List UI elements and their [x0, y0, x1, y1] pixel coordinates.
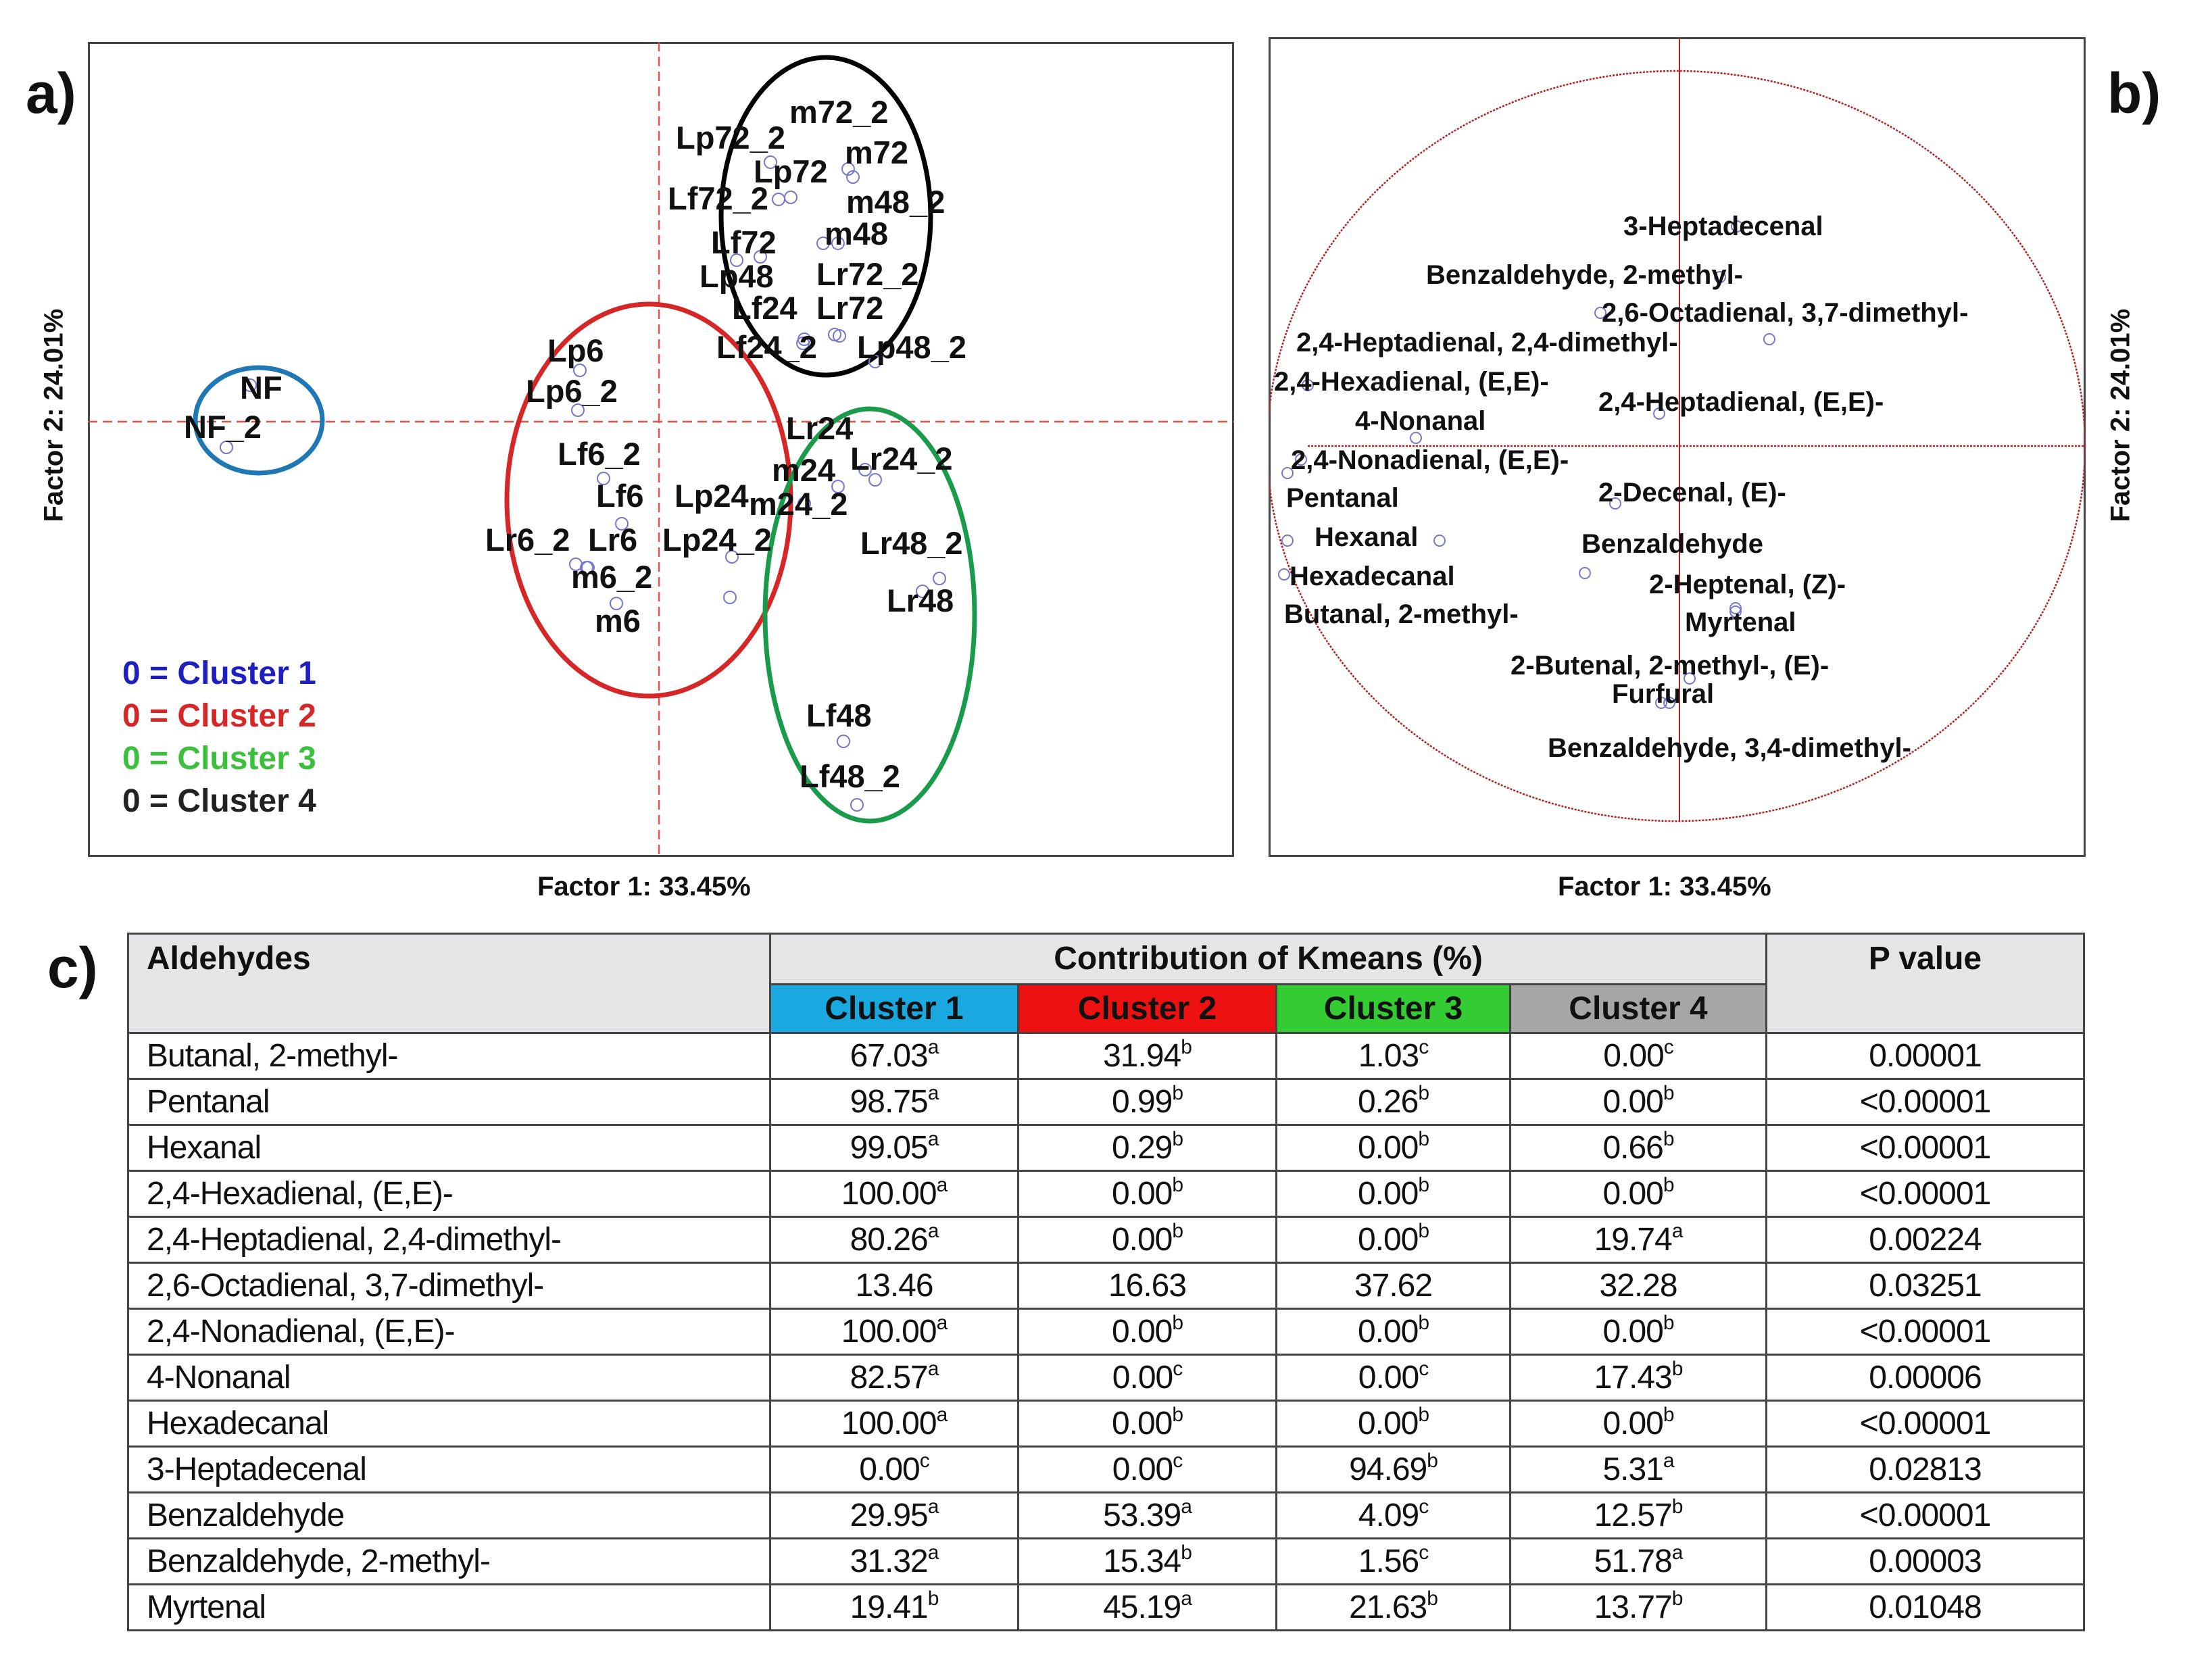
significance-letter: a	[927, 1358, 939, 1380]
cluster-2-value	[1018, 1539, 1277, 1585]
cluster-2-value	[1018, 1447, 1277, 1493]
value: 0.00	[1111, 1314, 1173, 1350]
cluster-3-value	[1277, 1585, 1511, 1631]
cluster-1-value	[770, 1585, 1018, 1631]
cluster-4-value	[1511, 1309, 1767, 1355]
loading-variable-label: 2,4-Heptadienal, 2,4-dimethyl-	[1296, 328, 1678, 357]
value: 19.74	[1594, 1222, 1672, 1258]
score-point-label: m72_2	[789, 94, 889, 130]
value: 0.00	[1357, 1130, 1419, 1166]
score-point-label: Lp72	[754, 153, 828, 189]
table-row	[128, 1171, 2084, 1217]
cluster-4-value	[1511, 1033, 1767, 1079]
header-p-value: P value	[1767, 934, 2084, 1033]
cluster-4-value	[1511, 1401, 1767, 1447]
cluster-2-value	[1018, 1401, 1277, 1447]
value: 1.03	[1358, 1038, 1419, 1074]
value: 32.28	[1599, 1268, 1677, 1304]
significance-letter: a	[927, 1128, 939, 1150]
value: 0.00	[1602, 1314, 1663, 1350]
cluster-2-value	[1018, 1033, 1277, 1079]
cluster-3-value	[1277, 1079, 1511, 1125]
loading-variable-label: 3-Heptadecenal	[1623, 212, 1823, 241]
loading-variable-label: Benzaldehyde, 3,4-dimethyl-	[1548, 733, 1911, 763]
panel-a-label: a)	[26, 61, 76, 125]
score-point	[837, 735, 850, 747]
score-point-label: Lr48_2	[860, 525, 963, 561]
aldehyde-name: 2,4-Hexadienal, (E,E)-	[128, 1171, 770, 1217]
score-point-label: Lf24	[732, 290, 797, 326]
header-cluster-1: Cluster 1	[770, 985, 1018, 1033]
p-value: 0.00006	[1767, 1355, 2084, 1401]
table-row	[128, 1355, 2084, 1401]
score-point	[851, 799, 863, 811]
score-point-label: Lr24	[786, 410, 854, 446]
aldehyde-name: Hexanal	[128, 1125, 770, 1171]
cluster-2-value	[1018, 1263, 1277, 1309]
panel-c-label: c)	[47, 936, 98, 999]
significance-letter: b	[1172, 1220, 1183, 1242]
value: 0.00	[1357, 1406, 1419, 1441]
table-row	[128, 1309, 2084, 1355]
value: 13.46	[855, 1268, 933, 1304]
score-point-label: Lf6_2	[558, 436, 641, 472]
significance-letter: b	[1181, 1036, 1192, 1058]
significance-letter: b	[1663, 1174, 1674, 1196]
table-row	[128, 1447, 2084, 1493]
loading-point	[1282, 535, 1293, 546]
score-point-label: Lf48_2	[800, 758, 900, 794]
value: 5.31	[1602, 1452, 1663, 1487]
loading-plot-frame	[1269, 37, 2086, 857]
cluster-1-value	[770, 1401, 1018, 1447]
significance-letter: c	[1419, 1358, 1429, 1380]
p-value: 0.02813	[1767, 1447, 2084, 1493]
p-value: 0.00003	[1767, 1539, 2084, 1585]
significance-letter: b	[1172, 1404, 1183, 1426]
value: 0.66	[1602, 1130, 1663, 1166]
loading-variable-label: Benzaldehyde	[1581, 529, 1763, 559]
score-point-label: m72	[845, 134, 909, 170]
value: 16.63	[1108, 1268, 1187, 1304]
score-point-label: Lp6	[547, 332, 604, 368]
score-point-label: Lr48	[887, 583, 954, 618]
significance-letter: b	[1663, 1082, 1674, 1104]
significance-letter: a	[1663, 1450, 1674, 1472]
value: 0.00	[859, 1452, 920, 1487]
table-row	[128, 1401, 2084, 1447]
p-value: 0.00001	[1767, 1033, 2084, 1079]
cluster-1-value	[770, 1033, 1018, 1079]
score-point-label: Lp72_2	[676, 120, 785, 155]
value: 0.00	[1602, 1176, 1663, 1212]
legend-cluster-2: 0 = Cluster 2	[122, 698, 316, 734]
loading-variable-label: Hexadecanal	[1290, 562, 1455, 591]
aldehyde-name: 3-Heptadecenal	[128, 1447, 770, 1493]
cluster-3-value	[1277, 1309, 1511, 1355]
value: 80.26	[850, 1222, 928, 1258]
cluster-1-value	[770, 1171, 1018, 1217]
aldehyde-name: Benzaldehyde	[128, 1493, 770, 1539]
value: 37.62	[1354, 1268, 1433, 1304]
score-point-label: NF	[240, 370, 283, 405]
value: 1.56	[1358, 1543, 1419, 1579]
p-value: <0.00001	[1767, 1309, 2084, 1355]
cluster-2-value	[1018, 1309, 1277, 1355]
value: 0.00	[1357, 1176, 1419, 1212]
cluster-1-value	[770, 1263, 1018, 1309]
cluster-1-value	[770, 1217, 1018, 1263]
significance-letter: b	[1418, 1312, 1429, 1334]
score-point	[772, 193, 785, 205]
score-point-label: m6_2	[571, 559, 653, 595]
aldehyde-name: 2,6-Octadienal, 3,7-dimethyl-	[128, 1263, 770, 1309]
score-point-label: Lp48_2	[857, 329, 966, 365]
loading-point	[1279, 569, 1290, 580]
score-point-label: Lp24_2	[662, 522, 772, 558]
panel-b-label: b)	[2107, 61, 2161, 125]
significance-letter: c	[1173, 1450, 1183, 1472]
loading-variable-label: 2-Heptenal, (Z)-	[1649, 570, 1846, 599]
score-point-label: Lf72	[711, 224, 777, 260]
legend-cluster-4: 0 = Cluster 4	[122, 783, 316, 819]
value: 94.69	[1349, 1452, 1427, 1487]
p-value: 0.03251	[1767, 1263, 2084, 1309]
cluster-3-value	[1277, 1355, 1511, 1401]
significance-letter: c	[1419, 1496, 1429, 1518]
value: 51.78	[1594, 1543, 1672, 1579]
cluster-4-value	[1511, 1355, 1767, 1401]
score-point-label: m48	[825, 216, 889, 251]
p-value: <0.00001	[1767, 1401, 2084, 1447]
significance-letter: c	[1419, 1036, 1429, 1058]
value: 100.00	[841, 1406, 937, 1441]
value: 0.00	[1111, 1176, 1173, 1212]
cluster-1-value	[770, 1539, 1018, 1585]
cluster-3-value	[1277, 1217, 1511, 1263]
aldehyde-name: Benzaldehyde, 2-methyl-	[128, 1539, 770, 1585]
loading-variable-label: Butanal, 2-methyl-	[1284, 599, 1519, 629]
significance-letter: b	[1427, 1587, 1438, 1610]
cluster-2-value	[1018, 1355, 1277, 1401]
significance-letter: a	[1181, 1496, 1192, 1518]
score-plot-x-title: Factor 1: 33.45%	[537, 872, 751, 901]
significance-letter: a	[927, 1220, 939, 1242]
loading-variable-label: 2-Butenal, 2-methyl-, (E)-	[1511, 651, 1830, 681]
significance-letter: b	[1671, 1358, 1683, 1380]
kmeans-contribution-table	[127, 933, 2085, 1631]
value: 21.63	[1349, 1589, 1427, 1625]
score-point-label: Lp24	[674, 478, 749, 514]
score-point-label: Lr24_2	[850, 441, 953, 476]
score-plot-frame	[88, 42, 1234, 857]
cluster-3-value	[1277, 1493, 1511, 1539]
significance-letter: b	[1181, 1541, 1192, 1564]
value: 17.43	[1594, 1360, 1672, 1395]
cluster-2-value	[1018, 1585, 1277, 1631]
loading-variable-label: 2-Decenal, (E)-	[1598, 478, 1786, 508]
loading-point	[1434, 535, 1445, 546]
significance-letter: c	[1419, 1541, 1429, 1564]
p-value: 0.00224	[1767, 1217, 2084, 1263]
cluster-3-value	[1277, 1263, 1511, 1309]
score-plot-y-title: Factor 2: 24.01%	[39, 308, 69, 522]
cluster-4-value	[1511, 1263, 1767, 1309]
loading-point	[1764, 334, 1775, 345]
table-row	[128, 1263, 2084, 1309]
cluster-3-value	[1277, 1401, 1511, 1447]
score-plot-legend	[122, 652, 316, 822]
header-aldehydes: Aldehydes	[128, 934, 770, 1033]
significance-letter: b	[1663, 1312, 1674, 1334]
value: 0.00	[1357, 1314, 1419, 1350]
value: 67.03	[850, 1038, 928, 1074]
loading-variable-label: Benzaldehyde, 2-methyl-	[1426, 260, 1744, 290]
value: 100.00	[841, 1176, 937, 1212]
loading-plot-y-title: Factor 2: 24.01%	[2105, 308, 2136, 522]
significance-letter: b	[1172, 1174, 1183, 1196]
table-row	[128, 1585, 2084, 1631]
score-point-label: Lf48	[806, 697, 872, 733]
significance-letter: b	[1172, 1128, 1183, 1150]
table-row	[128, 1539, 2084, 1585]
p-value: <0.00001	[1767, 1079, 2084, 1125]
significance-letter: b	[1671, 1587, 1683, 1610]
aldehyde-name: Hexadecanal	[128, 1401, 770, 1447]
loading-variable-label: Hexanal	[1315, 522, 1419, 552]
score-point-label: Lp6_2	[526, 373, 618, 409]
cluster-4-value	[1511, 1585, 1767, 1631]
cluster-1-value	[770, 1493, 1018, 1539]
value: 99.05	[850, 1130, 928, 1166]
loading-variable-label: 4-Nonanal	[1355, 406, 1486, 436]
value: 0.29	[1111, 1130, 1173, 1166]
value: 0.00	[1358, 1360, 1419, 1395]
aldehyde-name: Myrtenal	[128, 1585, 770, 1631]
cluster-3-value	[1277, 1447, 1511, 1493]
value: 0.00	[1602, 1406, 1663, 1441]
significance-letter: b	[1663, 1404, 1674, 1426]
significance-letter: b	[1172, 1312, 1183, 1334]
value: 0.00	[1111, 1222, 1173, 1258]
cluster-2-value	[1018, 1217, 1277, 1263]
table-row	[128, 1079, 2084, 1125]
cluster-1-value	[770, 1125, 1018, 1171]
cluster-1-value	[770, 1309, 1018, 1355]
value: 100.00	[841, 1314, 937, 1350]
p-value: <0.00001	[1767, 1125, 2084, 1171]
significance-letter: a	[1181, 1587, 1192, 1610]
aldehyde-name: Butanal, 2-methyl-	[128, 1033, 770, 1079]
significance-letter: a	[936, 1404, 948, 1426]
score-point-label: Lp48	[699, 258, 774, 294]
aldehyde-name: 2,4-Heptadienal, 2,4-dimethyl-	[128, 1217, 770, 1263]
score-point-label: Lr72_2	[816, 256, 919, 292]
score-point-label: m24	[772, 452, 836, 488]
loading-variable-label: 2,6-Octadienal, 3,7-dimethyl-	[1602, 298, 1969, 328]
significance-letter: b	[1418, 1082, 1429, 1104]
significance-letter: c	[1173, 1358, 1183, 1380]
significance-letter: a	[1671, 1220, 1683, 1242]
significance-letter: b	[927, 1587, 939, 1610]
value: 82.57	[850, 1360, 928, 1395]
value: 0.26	[1357, 1084, 1419, 1120]
legend-cluster-1: 0 = Cluster 1	[122, 656, 316, 691]
score-point-label: Lf24_2	[716, 329, 817, 365]
loading-plot-x-title: Factor 1: 33.45%	[1558, 872, 1771, 901]
table-row	[128, 1033, 2084, 1079]
loading-variable-label: Furfural	[1612, 679, 1715, 709]
significance-letter: b	[1418, 1174, 1429, 1196]
p-value: 0.01048	[1767, 1585, 2084, 1631]
value: 0.00	[1602, 1084, 1663, 1120]
table-row	[128, 1125, 2084, 1171]
score-point-label: NF_2	[184, 409, 262, 445]
significance-letter: b	[1172, 1082, 1183, 1104]
aldehyde-name: 2,4-Nonadienal, (E,E)-	[128, 1309, 770, 1355]
value: 0.00	[1112, 1360, 1173, 1395]
cluster-2-value	[1018, 1493, 1277, 1539]
cluster-3-value	[1277, 1033, 1511, 1079]
loading-point	[1579, 568, 1590, 578]
score-point-label: Lf6	[596, 478, 644, 514]
value: 0.99	[1111, 1084, 1173, 1120]
significance-letter: a	[927, 1496, 939, 1518]
cluster-2-value	[1018, 1171, 1277, 1217]
cluster-4-value	[1511, 1125, 1767, 1171]
value: 0.00	[1112, 1452, 1173, 1487]
score-point	[785, 191, 797, 203]
cluster-4-value	[1511, 1539, 1767, 1585]
significance-letter: a	[927, 1082, 939, 1104]
cluster-3-value	[1277, 1539, 1511, 1585]
score-point-label: Lf72_2	[668, 180, 768, 216]
significance-letter: a	[936, 1312, 948, 1334]
legend-cluster-3: 0 = Cluster 3	[122, 741, 316, 776]
value: 4.09	[1358, 1498, 1419, 1533]
cluster-4-value	[1511, 1171, 1767, 1217]
cluster-2-value	[1018, 1125, 1277, 1171]
cluster-1-value	[770, 1355, 1018, 1401]
value: 53.39	[1103, 1498, 1181, 1533]
value: 45.19	[1103, 1589, 1181, 1625]
header-cluster-4: Cluster 4	[1511, 985, 1767, 1033]
value: 29.95	[850, 1498, 928, 1533]
score-point-label: m24_2	[749, 486, 848, 522]
p-value: <0.00001	[1767, 1171, 2084, 1217]
header-contribution: Contribution of Kmeans (%)	[770, 934, 1767, 985]
significance-letter: a	[1671, 1541, 1683, 1564]
significance-letter: b	[1427, 1450, 1438, 1472]
value: 0.00	[1603, 1038, 1664, 1074]
cluster-4-value	[1511, 1493, 1767, 1539]
aldehyde-name: 4-Nonanal	[128, 1355, 770, 1401]
significance-letter: b	[1663, 1128, 1674, 1150]
value: 31.32	[850, 1543, 928, 1579]
significance-letter: c	[1663, 1036, 1673, 1058]
aldehyde-name: Pentanal	[128, 1079, 770, 1125]
cluster-4-value	[1511, 1447, 1767, 1493]
value: 98.75	[850, 1084, 928, 1120]
significance-letter: a	[936, 1174, 948, 1196]
cluster-4-value	[1511, 1217, 1767, 1263]
loading-variable-label: Myrtenal	[1685, 608, 1796, 637]
significance-letter: b	[1418, 1220, 1429, 1242]
loading-variable-label: 2,4-Nonadienal, (E,E)-	[1291, 445, 1569, 475]
significance-letter: b	[1418, 1404, 1429, 1426]
p-value: <0.00001	[1767, 1493, 2084, 1539]
significance-letter: c	[919, 1450, 929, 1472]
loading-plot	[1269, 37, 2086, 857]
value: 0.00	[1357, 1222, 1419, 1258]
value: 12.57	[1594, 1498, 1672, 1533]
cluster-4-value	[1511, 1079, 1767, 1125]
value: 13.77	[1594, 1589, 1672, 1625]
significance-letter: b	[1671, 1496, 1683, 1518]
score-point-label: Lr6	[588, 522, 638, 558]
cluster-3-value	[1277, 1171, 1511, 1217]
header-cluster-3: Cluster 3	[1277, 985, 1511, 1033]
cluster-1-value	[770, 1447, 1018, 1493]
table-row	[128, 1217, 2084, 1263]
significance-letter: a	[927, 1541, 939, 1564]
score-point-label: m48_2	[846, 184, 946, 220]
score-point-label: m6	[595, 603, 641, 639]
loading-variable-label: 2,4-Heptadienal, (E,E)-	[1598, 387, 1884, 417]
score-point-label: Lr72	[816, 290, 884, 326]
value: 0.00	[1111, 1406, 1173, 1441]
value: 31.94	[1103, 1038, 1181, 1074]
value: 19.41	[850, 1589, 928, 1625]
significance-letter: b	[1418, 1128, 1429, 1150]
header-cluster-2: Cluster 2	[1018, 985, 1277, 1033]
cluster-3-value	[1277, 1125, 1511, 1171]
score-point-label: Lr6_2	[485, 522, 570, 558]
cluster-2-value	[1018, 1079, 1277, 1125]
value: 15.34	[1103, 1543, 1181, 1579]
score-point	[724, 591, 736, 603]
table-row	[128, 1493, 2084, 1539]
cluster-1-value	[770, 1079, 1018, 1125]
significance-letter: a	[927, 1036, 939, 1058]
loading-variable-label: 2,4-Hexadienal, (E,E)-	[1274, 367, 1549, 397]
loading-variable-label: Pentanal	[1286, 483, 1399, 513]
